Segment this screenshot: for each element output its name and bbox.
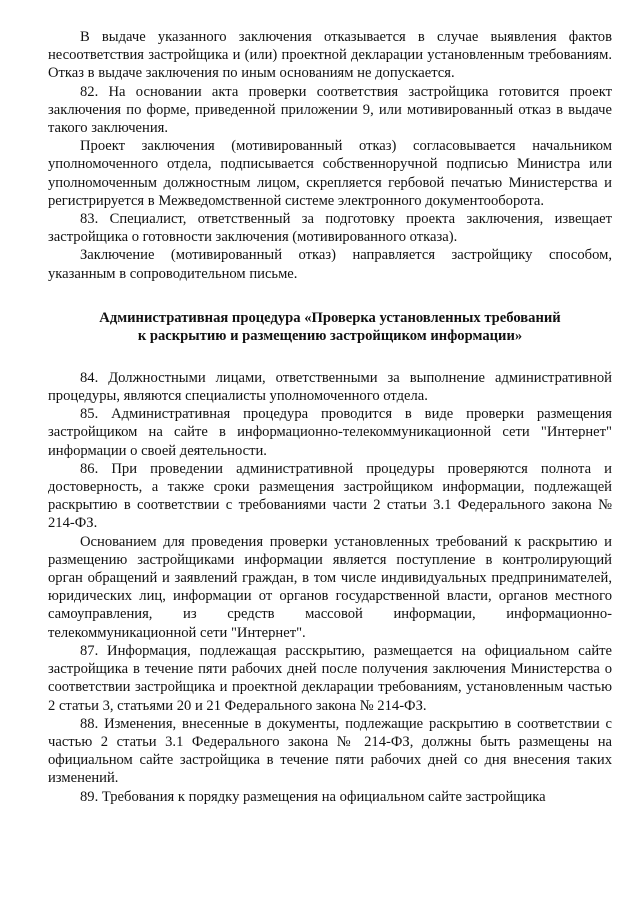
paragraph-84: 84. Должностными лицами, ответственными за выполнение административной процедуры, являются специалисты уполномоченного отдела. xyxy=(48,369,612,405)
paragraph-refusal-grounds: В выдаче указанного заключения отказывается в случае выявления фактов несоответствия застройщика и (или) проектной декларации установленным требованиям. Отказ в выдаче заключения по иным основаниям не допускается. xyxy=(48,29,612,82)
paragraph-86: 86. При проведении административной процедуры проверяются полнота и достоверность, а также сроки размещения застройщиком информации, подлежащей раскрытию в соответствии с требованиями части 2 статьи 3.1 Федерального закона № 214-ФЗ. xyxy=(48,460,612,532)
paragraph-draft-approval: Проект заключения (мотивированный отказ) согласовывается начальником уполномоченного отдела, подписывается собственноручной подписью Министра или уполномоченным должностным лицом, скрепляется гербовой печатью Министерства и регистрируется в Межведомственной системе электронного документооборота. xyxy=(48,138,612,209)
paragraph-conclusion-sending: Заключение (мотивированный отказ) направляется застройщику способом, указанным в сопроводительном письме. xyxy=(48,247,612,282)
paragraph-88: 88. Изменения, внесенные в документы, подлежащие раскрытию в соответствии с частью 2 статьи 3.1 Федерального закона № 214-ФЗ, должны быть размещены на официальном сайте застройщика в течение пяти рабочих дней со дня внесения таких изменений. xyxy=(48,715,612,787)
section-heading-line-2: к раскрытию и размещению застройщиком информации» xyxy=(137,327,523,344)
paragraph-85: 85. Административная процедура проводится в виде проверки размещения застройщиком на сайте в информационно-телекоммуникационной сети "Интернет" информации о своей деятельности. xyxy=(48,406,612,459)
document-page xyxy=(48,28,612,806)
paragraph-83: 83. Специалист, ответственный за подготовку проекта заключения, извещает застройщика о готовности заключения (мотивированного отказа). xyxy=(48,211,612,246)
section-heading xyxy=(48,309,612,345)
paragraph-89: 89. Требования к порядку размещения на официальном сайте застройщика xyxy=(80,788,546,805)
paragraph-82: 82. На основании акта проверки соответствия застройщика готовится проект заключения по форме, приведенной приложении 9, или мотивированный отказ в выдаче такого заключения. xyxy=(48,83,612,137)
section-heading-line-1: Административная процедура «Проверка установленных требований xyxy=(99,309,561,326)
paragraph-inspection-grounds: Основанием для проведения проверки установленных требований к раскрытию и размещению застройщиками информации является поступление в контролирующий орган обращений и заявлений граждан, в том числе индивидуальных предпринимателей, юридических лиц, информации от органов государственной власти, органов местного самоуправления, из средств массовой информации, информационно-телекоммуникационной сети "Интернет". xyxy=(48,533,612,641)
paragraph-87: 87. Информация, подлежащая расскрытию, размещается на официальном сайте застройщика в течение пяти рабочих дней после получения заключения Министерства о соответствии застройщика и проектной декларации требованиям, установленным частью 2 статьи 3, статьями 20 и 21 Федерального закона № 214-ФЗ. xyxy=(48,642,612,714)
